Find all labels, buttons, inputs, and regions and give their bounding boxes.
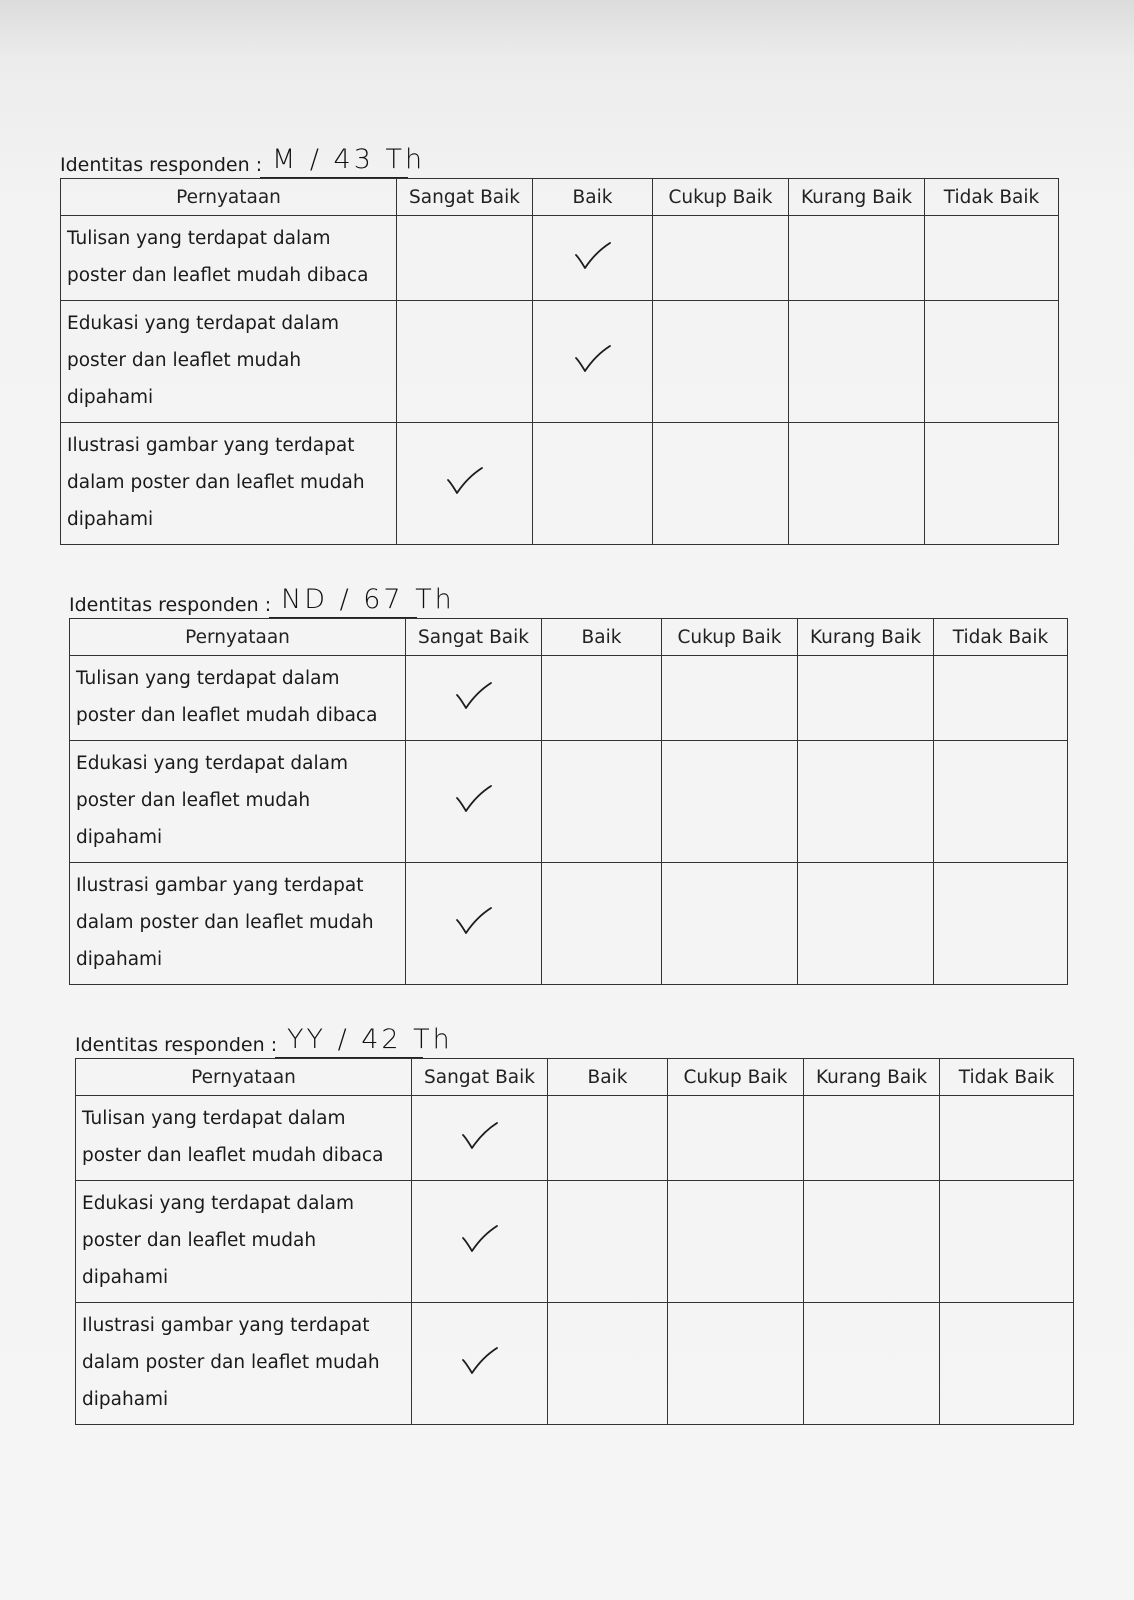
rating-cell[interactable] <box>798 863 934 985</box>
column-header: Sangat Baik <box>412 1059 548 1096</box>
rating-cell[interactable] <box>789 216 925 301</box>
statement-cell: Ilustrasi gambar yang terdapat dalam poster dan leaflet mudah dipahami <box>70 863 406 985</box>
statement-cell: Ilustrasi gambar yang terdapat dalam poster dan leaflet mudah dipahami <box>61 423 397 545</box>
rating-cell[interactable] <box>653 301 789 423</box>
column-header: Sangat Baik <box>406 619 542 656</box>
rating-cell[interactable] <box>397 423 533 545</box>
rating-table <box>69 618 1068 985</box>
rating-cell[interactable] <box>662 656 798 741</box>
rating-cell[interactable] <box>406 656 542 741</box>
check-icon <box>454 681 494 711</box>
rating-cell[interactable] <box>653 423 789 545</box>
rating-cell[interactable] <box>548 1096 668 1181</box>
rating-cell[interactable] <box>662 863 798 985</box>
respondent-section-3 <box>75 1018 1075 1425</box>
check-icon <box>454 784 494 814</box>
column-header: Tidak Baik <box>934 619 1068 656</box>
rating-cell[interactable] <box>548 1303 668 1425</box>
statement-cell: Edukasi yang terdapat dalam poster dan leaflet mudah dipahami <box>76 1181 412 1303</box>
column-header: Baik <box>548 1059 668 1096</box>
statement-cell: Edukasi yang terdapat dalam poster dan leaflet mudah dipahami <box>61 301 397 423</box>
respondent-identity <box>69 578 1069 618</box>
rating-cell[interactable] <box>406 863 542 985</box>
respondent-section-1 <box>60 138 1060 545</box>
rating-cell[interactable] <box>406 741 542 863</box>
identity-value-field <box>269 581 455 618</box>
column-header: Cukup Baik <box>662 619 798 656</box>
rating-cell[interactable] <box>925 301 1059 423</box>
rating-cell[interactable] <box>397 301 533 423</box>
table-row <box>61 216 1059 301</box>
rating-cell[interactable] <box>934 741 1068 863</box>
column-header: Pernyataan <box>76 1059 412 1096</box>
rating-cell[interactable] <box>533 423 653 545</box>
statement-cell: Tulisan yang terdapat dalam poster dan leaflet mudah dibaca <box>61 216 397 301</box>
rating-cell[interactable] <box>804 1096 940 1181</box>
identity-value-field <box>260 141 426 178</box>
rating-cell[interactable] <box>542 656 662 741</box>
rating-cell[interactable] <box>412 1096 548 1181</box>
check-icon <box>573 344 613 374</box>
check-icon <box>460 1346 500 1376</box>
column-header: Pernyataan <box>70 619 406 656</box>
rating-cell[interactable] <box>412 1303 548 1425</box>
rating-cell[interactable] <box>542 863 662 985</box>
table-row <box>76 1096 1074 1181</box>
identity-label: Identitas responden : <box>75 1034 278 1056</box>
check-icon <box>445 466 485 496</box>
column-header: Kurang Baik <box>789 179 925 216</box>
identity-value-field <box>275 1021 453 1058</box>
column-header: Cukup Baik <box>668 1059 804 1096</box>
rating-cell[interactable] <box>934 656 1068 741</box>
identity-label: Identitas responden : <box>60 154 263 176</box>
rating-table <box>75 1058 1074 1425</box>
table-header-row <box>76 1059 1074 1096</box>
column-header: Sangat Baik <box>397 179 533 216</box>
identity-handwritten-value: YY / 42 Th <box>287 1024 453 1055</box>
column-header: Baik <box>533 179 653 216</box>
table-row <box>76 1303 1074 1425</box>
check-icon <box>460 1224 500 1254</box>
column-header: Cukup Baik <box>653 179 789 216</box>
rating-cell[interactable] <box>940 1303 1074 1425</box>
rating-cell[interactable] <box>548 1181 668 1303</box>
rating-cell[interactable] <box>940 1181 1074 1303</box>
rating-cell[interactable] <box>934 863 1068 985</box>
column-header: Kurang Baik <box>798 619 934 656</box>
table-header-row <box>70 619 1068 656</box>
table-row <box>61 423 1059 545</box>
statement-cell: Tulisan yang terdapat dalam poster dan leaflet mudah dibaca <box>76 1096 412 1181</box>
rating-cell[interactable] <box>397 216 533 301</box>
identity-label: Identitas responden : <box>69 594 272 616</box>
identity-handwritten-value: M / 43 Th <box>272 144 426 175</box>
rating-cell[interactable] <box>789 423 925 545</box>
table-header-row <box>61 179 1059 216</box>
rating-cell[interactable] <box>668 1096 804 1181</box>
rating-cell[interactable] <box>533 216 653 301</box>
identity-handwritten-value: ND / 67 Th <box>281 584 455 615</box>
statement-cell: Tulisan yang terdapat dalam poster dan leaflet mudah dibaca <box>70 656 406 741</box>
rating-cell[interactable] <box>533 301 653 423</box>
rating-cell[interactable] <box>668 1303 804 1425</box>
column-header: Tidak Baik <box>940 1059 1074 1096</box>
table-row <box>70 741 1068 863</box>
rating-table <box>60 178 1059 545</box>
rating-cell[interactable] <box>412 1181 548 1303</box>
respondent-section-2 <box>69 578 1069 985</box>
column-header: Kurang Baik <box>804 1059 940 1096</box>
statement-cell: Ilustrasi gambar yang terdapat dalam poster dan leaflet mudah dipahami <box>76 1303 412 1425</box>
column-header: Tidak Baik <box>925 179 1059 216</box>
rating-cell[interactable] <box>653 216 789 301</box>
table-row <box>76 1181 1074 1303</box>
table-row <box>70 863 1068 985</box>
rating-cell[interactable] <box>940 1096 1074 1181</box>
rating-cell[interactable] <box>798 741 934 863</box>
column-header: Baik <box>542 619 662 656</box>
rating-cell[interactable] <box>925 216 1059 301</box>
rating-cell[interactable] <box>804 1181 940 1303</box>
respondent-identity <box>75 1018 1075 1058</box>
check-icon <box>460 1121 500 1151</box>
check-icon <box>573 241 613 271</box>
column-header: Pernyataan <box>61 179 397 216</box>
rating-cell[interactable] <box>662 741 798 863</box>
rating-cell[interactable] <box>789 301 925 423</box>
statement-cell: Edukasi yang terdapat dalam poster dan leaflet mudah dipahami <box>70 741 406 863</box>
respondent-identity <box>60 138 1060 178</box>
rating-cell[interactable] <box>668 1181 804 1303</box>
check-icon <box>454 906 494 936</box>
rating-cell[interactable] <box>804 1303 940 1425</box>
table-row <box>70 656 1068 741</box>
rating-cell[interactable] <box>798 656 934 741</box>
rating-cell[interactable] <box>925 423 1059 545</box>
table-row <box>61 301 1059 423</box>
rating-cell[interactable] <box>542 741 662 863</box>
